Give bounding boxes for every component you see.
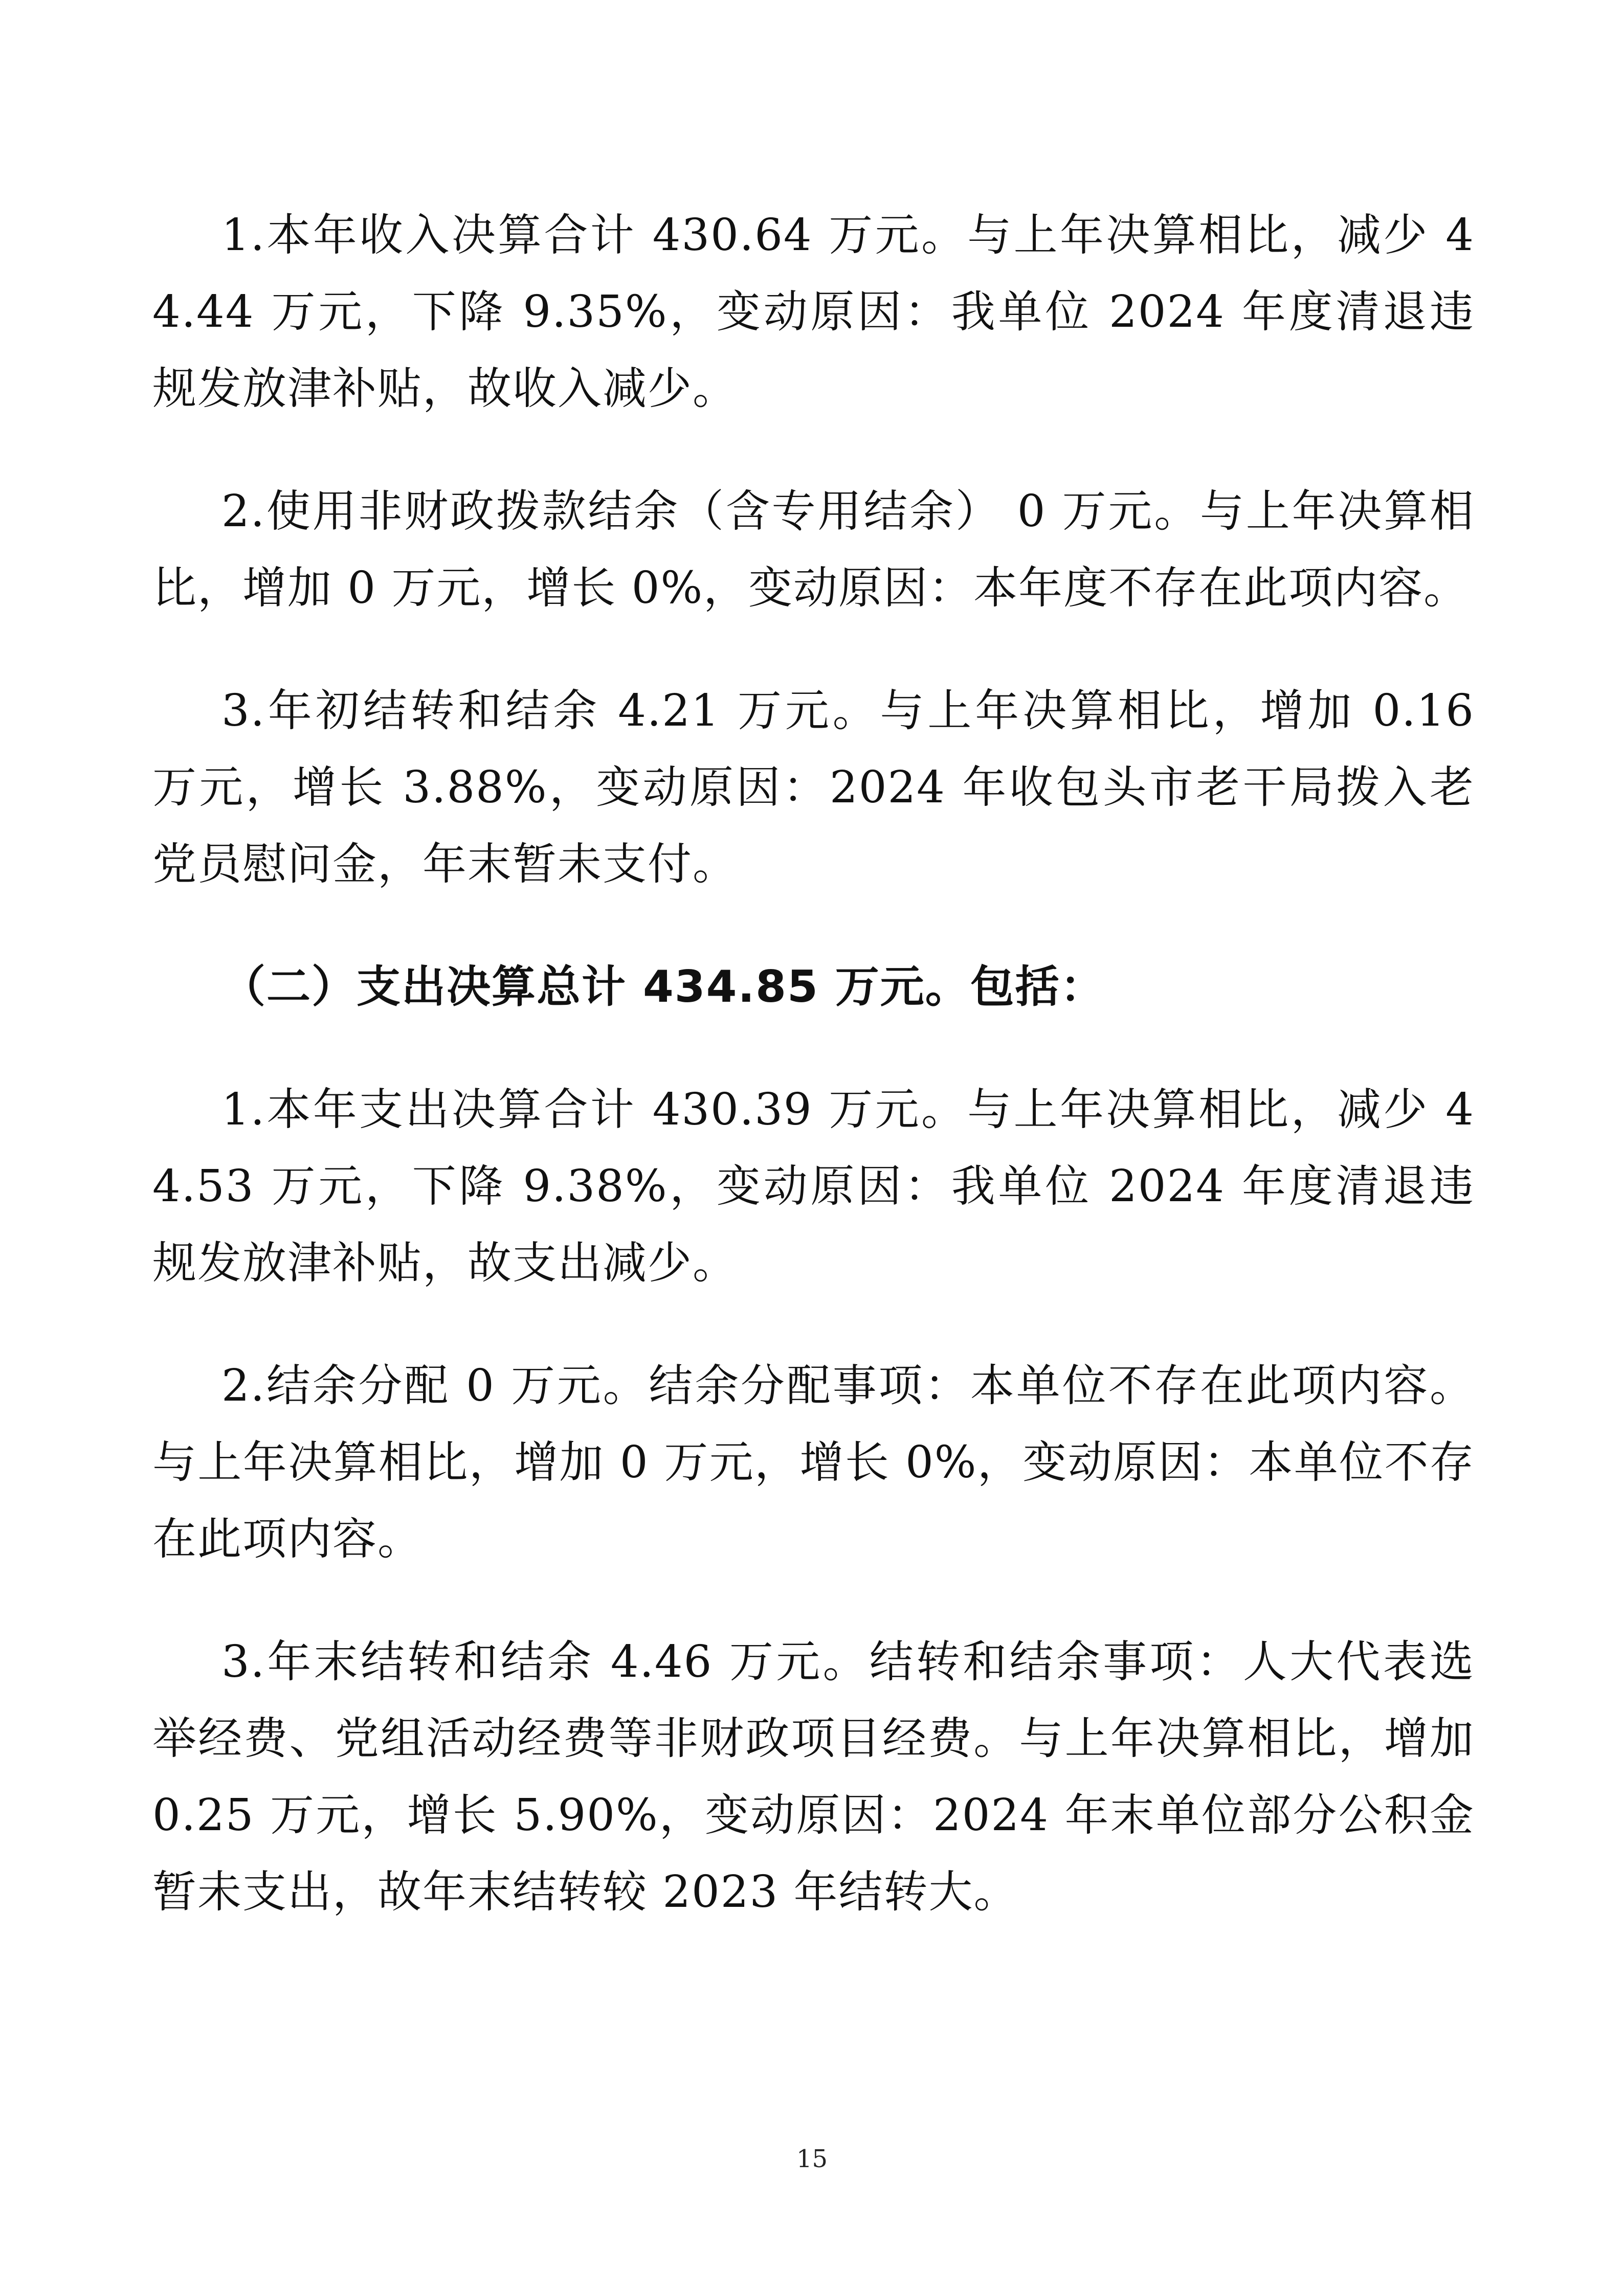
expense-item-1: 1.本年支出决算合计 430.39 万元。与上年决算相比，减少 44.53 万元，下降 9.38%，变动原因：我单位 2024 年度清退违规发放津补贴，故支出减少。 [152,1084,1475,1289]
expense-item-2: 2.结余分配 0 万元。结余分配事项：本单位不存在此项内容。与上年决算相比，增加 0 万元，增长 0%，变动原因：本单位不存在此项内容。 [152,1360,1475,1565]
expense-section-heading: （二）支出决算总计 434.85 万元。包括： [221,961,1105,1012]
expense-item-3: 3.年末结转和结余 4.46 万元。结转和结余事项：人大代表选举经费、党组活动经费等非财政项目经费。与上年决算相比，增加 0.25 万元，增长 5.90%，变动原因：2024 年末单位部分公积金暂未支出，故年末结转较 2023 年结转大。 [152,1636,1475,1918]
income-item-3: 3.年初结转和结余 4.21 万元。与上年决算相比，增加 0.16 万元，增长 3.88%，变动原因：2024 年收包头市老干局拨入老党员慰问金，年末暂未支付。 [152,685,1475,890]
income-item-2: 2.使用非财政拨款结余（含专用结余） 0 万元。与上年决算相比，增加 0 万元，增长 0%，变动原因：本年度不存在此项内容。 [152,486,1475,614]
income-item-1: 1.本年收入决算合计 430.64 万元。与上年决算相比，减少 44.44 万元，下降 9.35%，变动原因：我单位 2024 年度清退违规发放津补贴，故收入减少。 [152,210,1475,414]
page-number: 15 [796,2145,828,2173]
document-body [152,197,1475,1930]
